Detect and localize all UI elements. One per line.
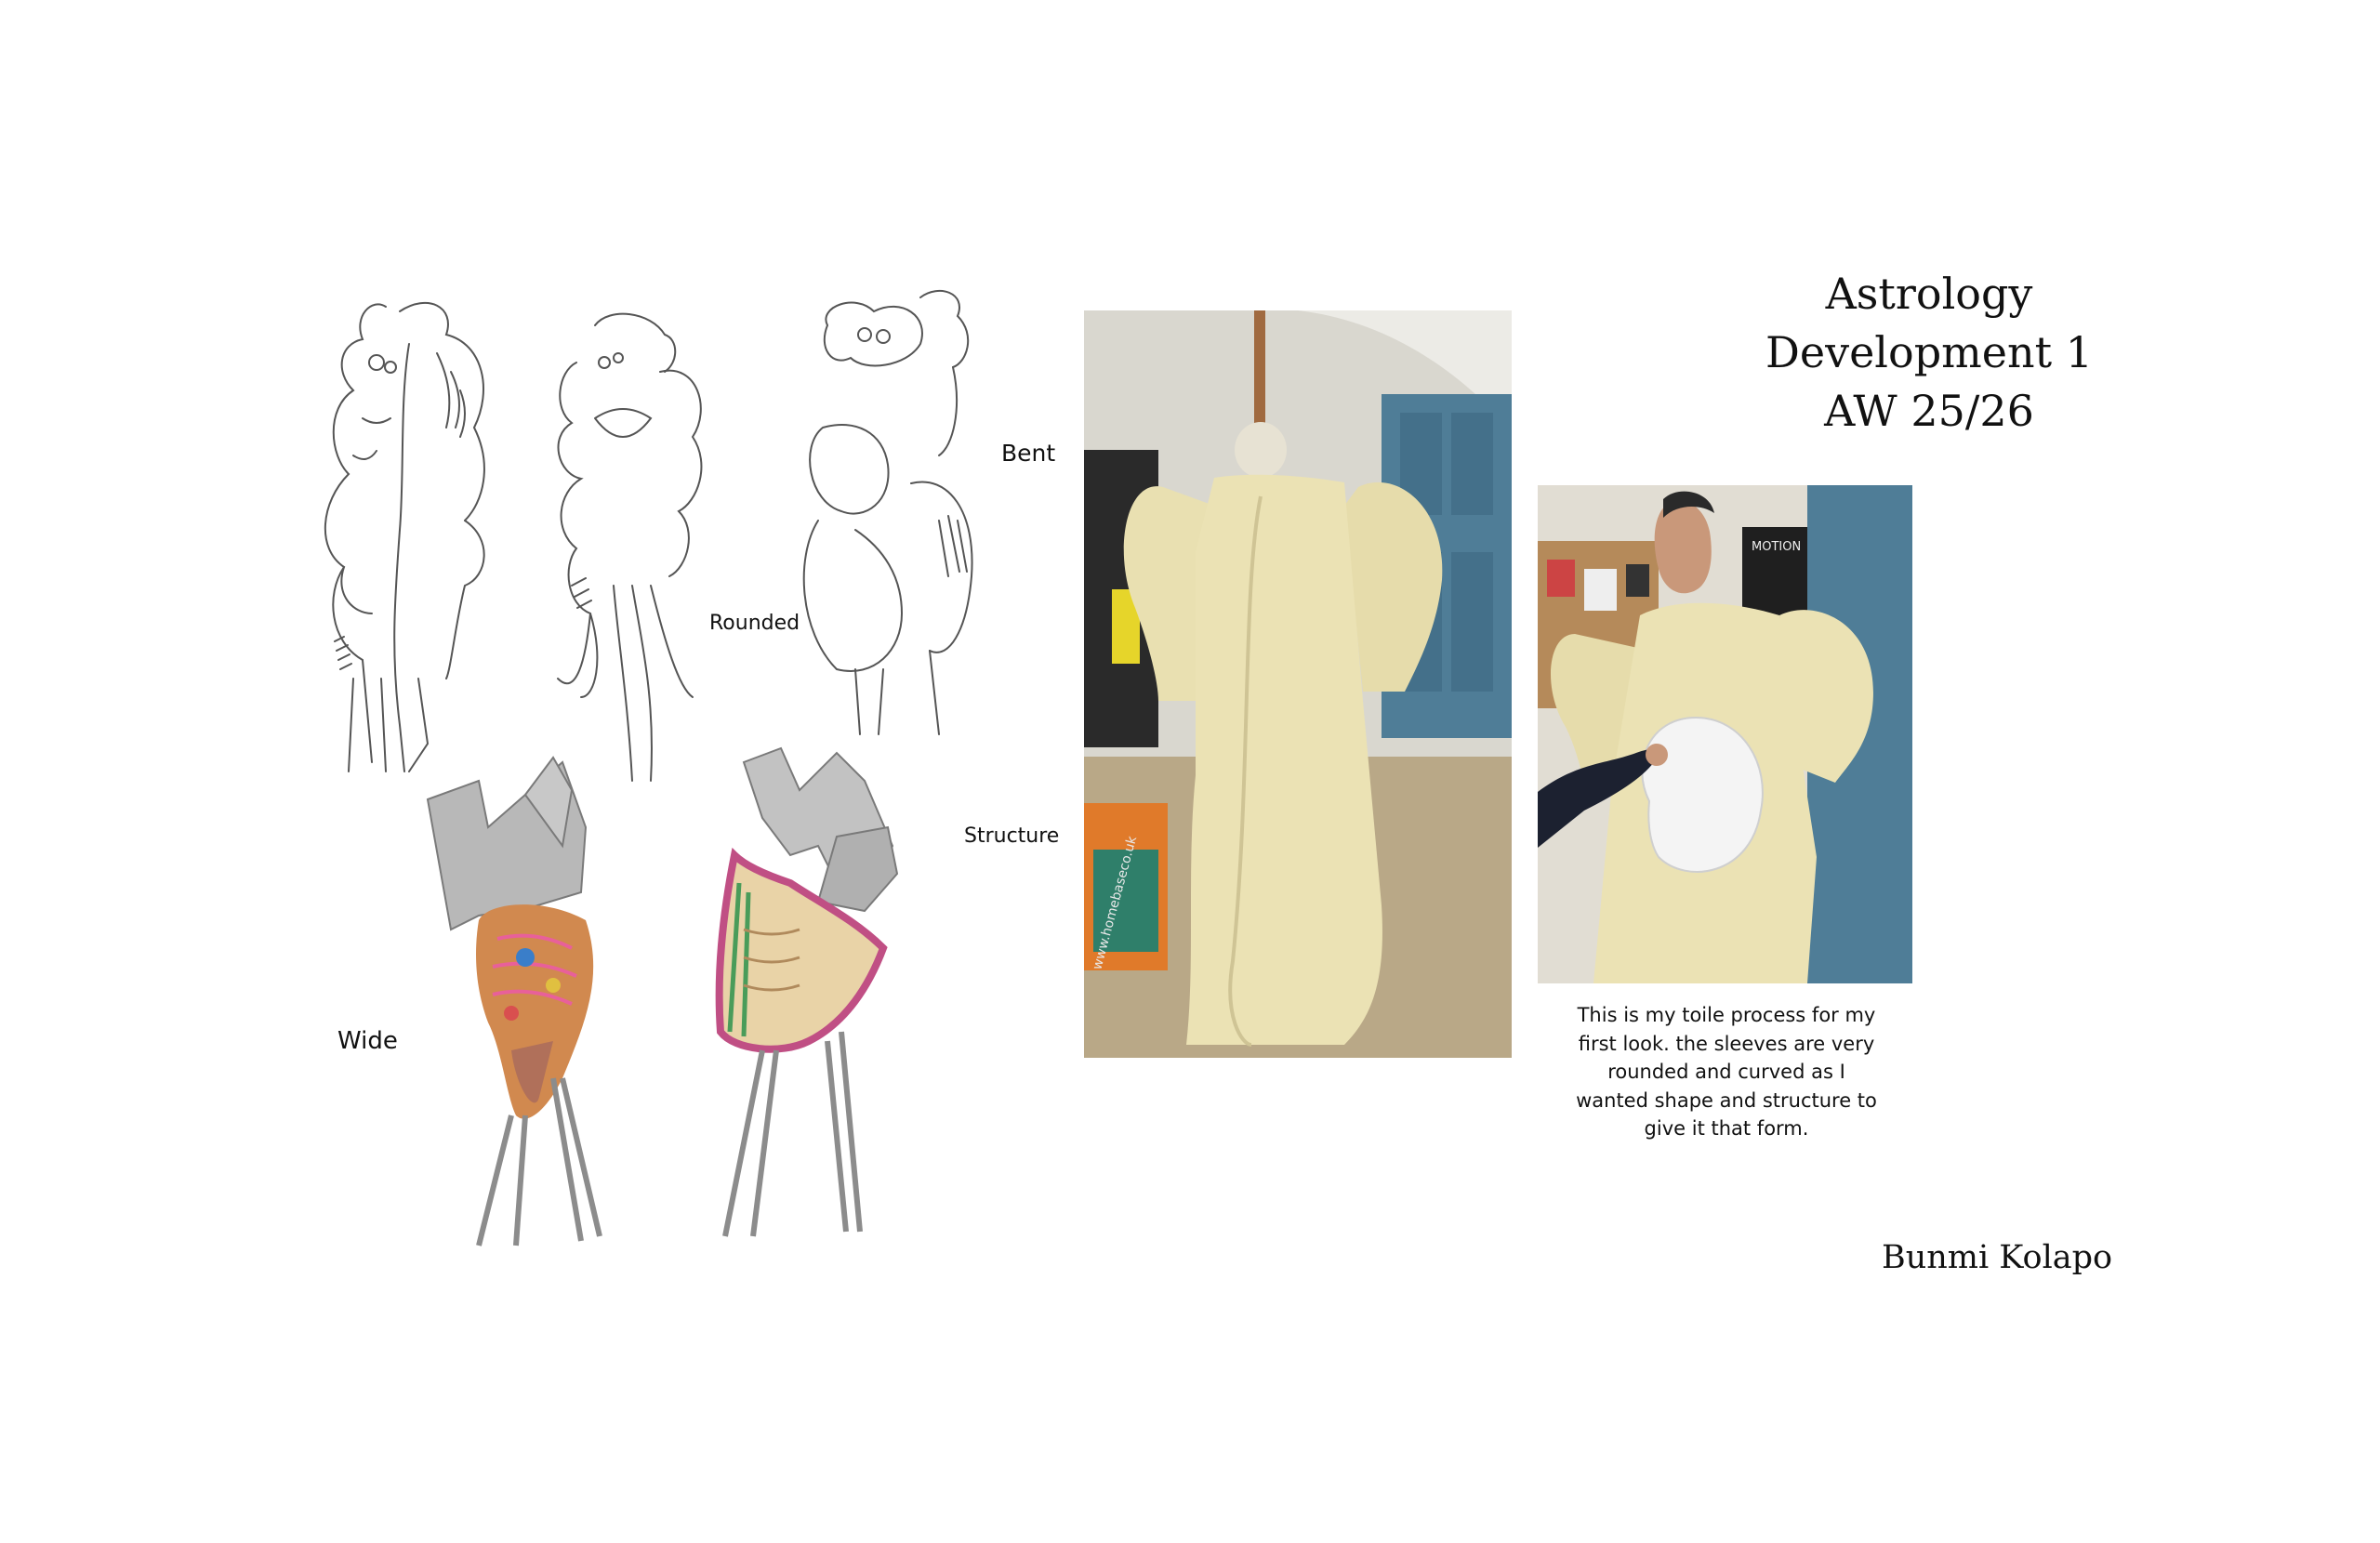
caption-block (1529, 1001, 1924, 1143)
label-rounded: Rounded (709, 612, 800, 635)
poster-text: MOTION (1752, 540, 1802, 554)
label-wide: Wide (337, 1027, 398, 1055)
sketch-figure-3 (800, 279, 1004, 744)
label-bent: Bent (1001, 440, 1056, 467)
sketch-figure-1 (298, 288, 502, 790)
photo-toile-model (1538, 485, 1912, 983)
sketch-figure-2 (539, 307, 716, 790)
title-line-1: Astrology (1825, 269, 2033, 319)
caption-line-5: give it that form. (1644, 1117, 1809, 1140)
page-title (1748, 265, 2110, 441)
label-structure: Structure (964, 824, 1060, 848)
collage-figure-beaded (707, 744, 911, 1241)
bag-text: www.homebaseco.uk (1090, 834, 1141, 972)
author-name: Bunmi Kolapo (1882, 1239, 2113, 1276)
caption-line-3: rounded and curved as I (1607, 1061, 1845, 1083)
caption-line-4: wanted shape and structure to (1576, 1088, 1877, 1112)
title-line-3: AW 25/26 (1824, 386, 2034, 436)
collage-figure-elephant (423, 744, 646, 1250)
caption-line-2: first look. the sleeves are very (1578, 1032, 1875, 1055)
photo-toile-mannequin (1084, 310, 1512, 1058)
title-line-2: Development 1 (1765, 327, 2093, 377)
caption-line-1: This is my toile process for my (1577, 1004, 1876, 1026)
